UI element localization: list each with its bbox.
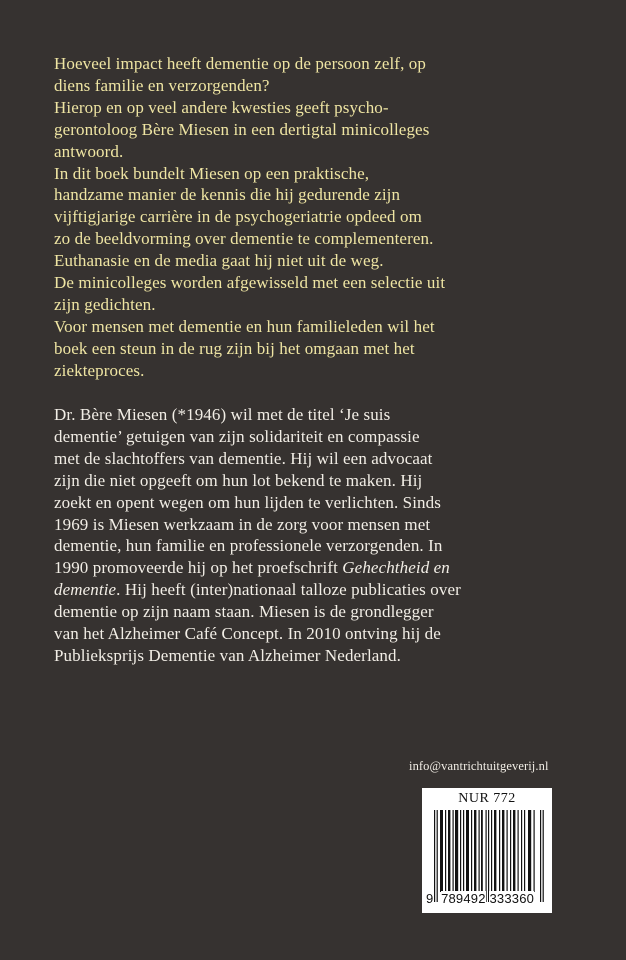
bio-line: zoekt en opent wegen om hun lijden te verlichten. Sinds [54, 492, 441, 512]
blurb-line: Voor mensen met dementie en hun familieleden wil het [54, 316, 435, 336]
barcode-icon [434, 810, 544, 902]
bio-line: dementie, hun familie en professionele verzorgenden. In [54, 536, 443, 556]
bio-line [54, 579, 614, 601]
blurb-line: vijftigjarige carrière in de psychogeriatrie opdeed om [54, 207, 422, 227]
blurb-line: handzame manier de kennis die hij gedurende zijn [54, 185, 401, 205]
bio-line: Dr. Bère Miesen (*1946) wil met de titel ‘Je suis [54, 405, 391, 424]
isbn-right-digits: 333360 [489, 891, 535, 906]
bio-line [54, 557, 614, 579]
blurb-line: Hoeveel impact heeft dementie op de persoon zelf, op [54, 54, 426, 73]
blurb-line: antwoord. [54, 141, 124, 161]
publisher-email: info@vantrichtuitgeverij.nl [409, 759, 549, 773]
bio-text: . Hij heeft (inter)nationaal talloze publicaties over [116, 580, 461, 600]
thesis-title: Gehechtheid en [342, 558, 450, 578]
blurb-line: zo de beeldvorming over dementie te complementeren. [54, 229, 434, 249]
blurb-line: zijn gedichten. [54, 294, 156, 314]
author-bio [54, 404, 614, 667]
blurb-line: ziekteproces. [54, 360, 145, 380]
bio-line: dementie op zijn naam staan. Miesen is de grondlegger [54, 602, 434, 622]
bio-line: dementie’ getuigen van zijn solidariteit en compassie [54, 426, 420, 446]
bio-line: 1969 is Miesen werkzaam in de zorg voor mensen met [54, 514, 431, 534]
nur-code: NUR 772 [458, 791, 516, 806]
blurb-line: gerontoloog Bère Miesen in een dertigtal minicolleges [54, 119, 430, 139]
blurb-line: boek een steun in de rug zijn bij het omgaan met het [54, 338, 415, 358]
blurb-text [54, 53, 614, 382]
isbn-first-digit: 9 [426, 891, 434, 906]
barcode-label [422, 788, 552, 913]
bio-line: Publieksprijs Dementie van Alzheimer Nederland. [54, 645, 401, 665]
blurb-line: In dit boek bundelt Miesen op een praktische, [54, 163, 370, 183]
blurb-line: Euthanasie en de media gaat hij niet uit de weg. [54, 251, 384, 271]
isbn-left-digits: 789492 [441, 891, 486, 906]
blurb-line: diens familie en verzorgenden? [54, 75, 270, 95]
bio-line: met de slachtoffers van dementie. Hij wil een advocaat [54, 448, 433, 468]
blurb-line: Hierop en op veel andere kwesties geeft psycho- [54, 97, 389, 117]
bio-line: van het Alzheimer Café Concept. In 2010 ontving hij de [54, 624, 441, 644]
thesis-title-end: dementie [54, 580, 117, 600]
bio-line: zijn die niet opgeeft om hun lot bekend te maken. Hij [54, 470, 423, 490]
isbn-digits [426, 891, 550, 906]
bio-text: 1990 promoveerde hij op het proefschrift [54, 558, 343, 578]
blurb-line: De minicolleges worden afgewisseld met een selectie uit [54, 273, 446, 293]
